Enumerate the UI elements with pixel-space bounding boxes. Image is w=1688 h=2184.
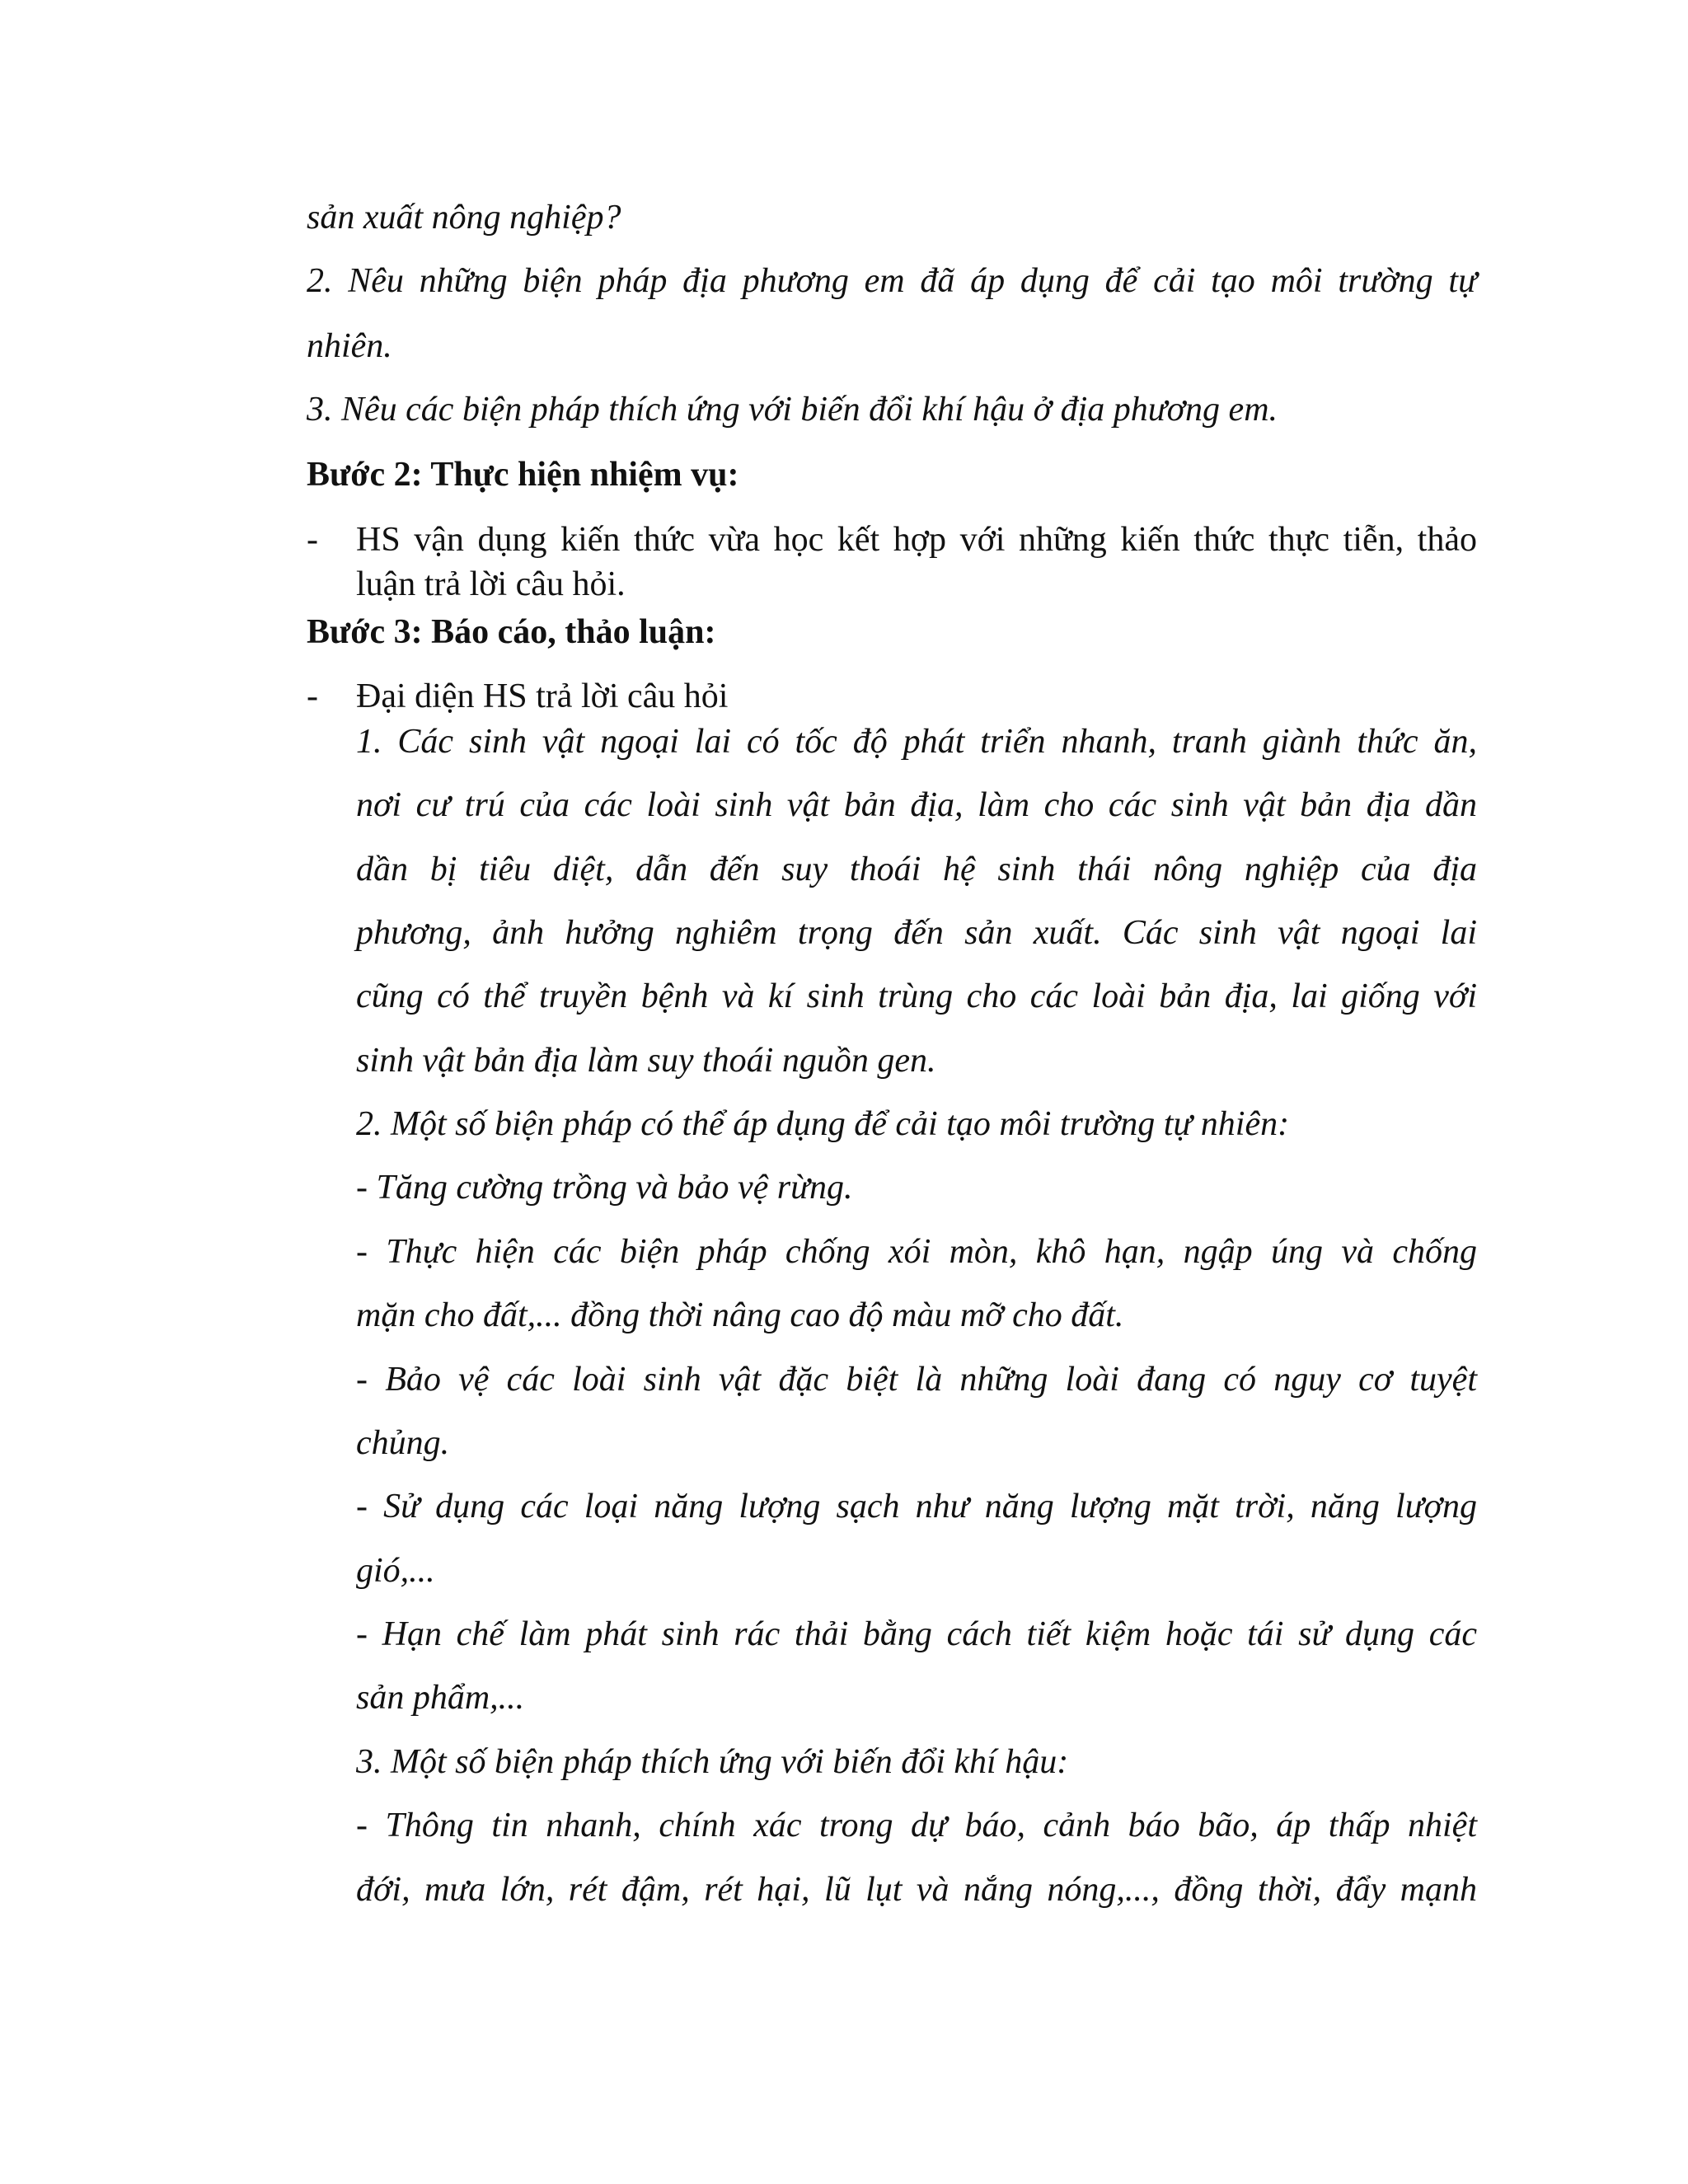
answer-1-line: nơi cư trú của các loài sinh vật bản địa, làm cho các sinh vật bản địa dần [356, 786, 1477, 824]
answer-2-item: - Bảo vệ các loài sinh vật đặc biệt là những loài đang có nguy cơ tuyệt [356, 1361, 1477, 1399]
answer-3-title: 3. Một số biện pháp thích ứng với biến đổi khí hậu: [356, 1743, 1069, 1781]
answer-2-item-cont: mặn cho đất,... đồng thời nâng cao độ màu mỡ cho đất. [356, 1296, 1124, 1334]
answer-2-item: - Sử dụng các loại năng lượng sạch như năng lượng mặt trời, năng lượng [356, 1488, 1477, 1526]
step-3-intro: Đại diện HS trả lời câu hỏi [356, 677, 729, 715]
answer-1-line: sinh vật bản địa làm suy thoái nguồn gen. [356, 1042, 936, 1080]
step-3-bullet: - [307, 677, 318, 715]
answer-1-line: cũng có thể truyền bệnh và kí sinh trùng cho các loài bản địa, lai giống với [356, 977, 1477, 1015]
answer-2-item-cont: sản phẩm,... [356, 1679, 525, 1717]
step-2-heading: Bước 2: Thực hiện nhiệm vụ: [307, 456, 739, 494]
question-2-line-2: nhiên. [307, 327, 392, 365]
answer-1-line: dần bị tiêu diệt, dẫn đến suy thoái hệ sinh thái nông nghiệp của địa [356, 851, 1477, 888]
answer-1-line: 1. Các sinh vật ngoại lai có tốc độ phát triển nhanh, tranh giành thức ăn, [356, 723, 1477, 761]
answer-2-item-cont: chủng. [356, 1424, 450, 1462]
question-3: 3. Nêu các biện pháp thích ứng với biến đổi khí hậu ở địa phương em. [307, 391, 1278, 429]
step-2-text-line-2: luận trả lời câu hỏi. [356, 565, 626, 603]
question-2-line-1: 2. Nêu những biện pháp địa phương em đã áp dụng để cải tạo môi trường tự [307, 262, 1477, 300]
step-3-heading: Bước 3: Báo cáo, thảo luận: [307, 613, 716, 651]
answer-3-item: - Thông tin nhanh, chính xác trong dự báo, cảnh báo bão, áp thấp nhiệt [356, 1807, 1477, 1844]
answer-2-item: - Hạn chế làm phát sinh rác thải bằng cách tiết kiệm hoặc tái sử dụng các [356, 1615, 1477, 1653]
answer-2-title: 2. Một số biện pháp có thể áp dụng để cải tạo môi trường tự nhiên: [356, 1105, 1290, 1143]
answer-2-item: - Thực hiện các biện pháp chống xói mòn, khô hạn, ngập úng và chống [356, 1233, 1477, 1271]
question-1-end: sản xuất nông nghiệp? [307, 199, 621, 237]
answer-2-item: - Tăng cường trồng và bảo vệ rừng. [356, 1169, 853, 1207]
answer-3-item-cont: đới, mưa lớn, rét đậm, rét hại, lũ lụt và nắng nóng,..., đồng thời, đẩy mạnh [356, 1871, 1477, 1909]
step-2-bullet: - [307, 521, 318, 559]
answer-1-line: phương, ảnh hưởng nghiêm trọng đến sản xuất. Các sinh vật ngoại lai [356, 914, 1477, 952]
answer-2-item-cont: gió,... [356, 1552, 435, 1590]
step-2-text-line-1: HS vận dụng kiến thức vừa học kết hợp với những kiến thức thực tiễn, thảo [356, 521, 1477, 559]
